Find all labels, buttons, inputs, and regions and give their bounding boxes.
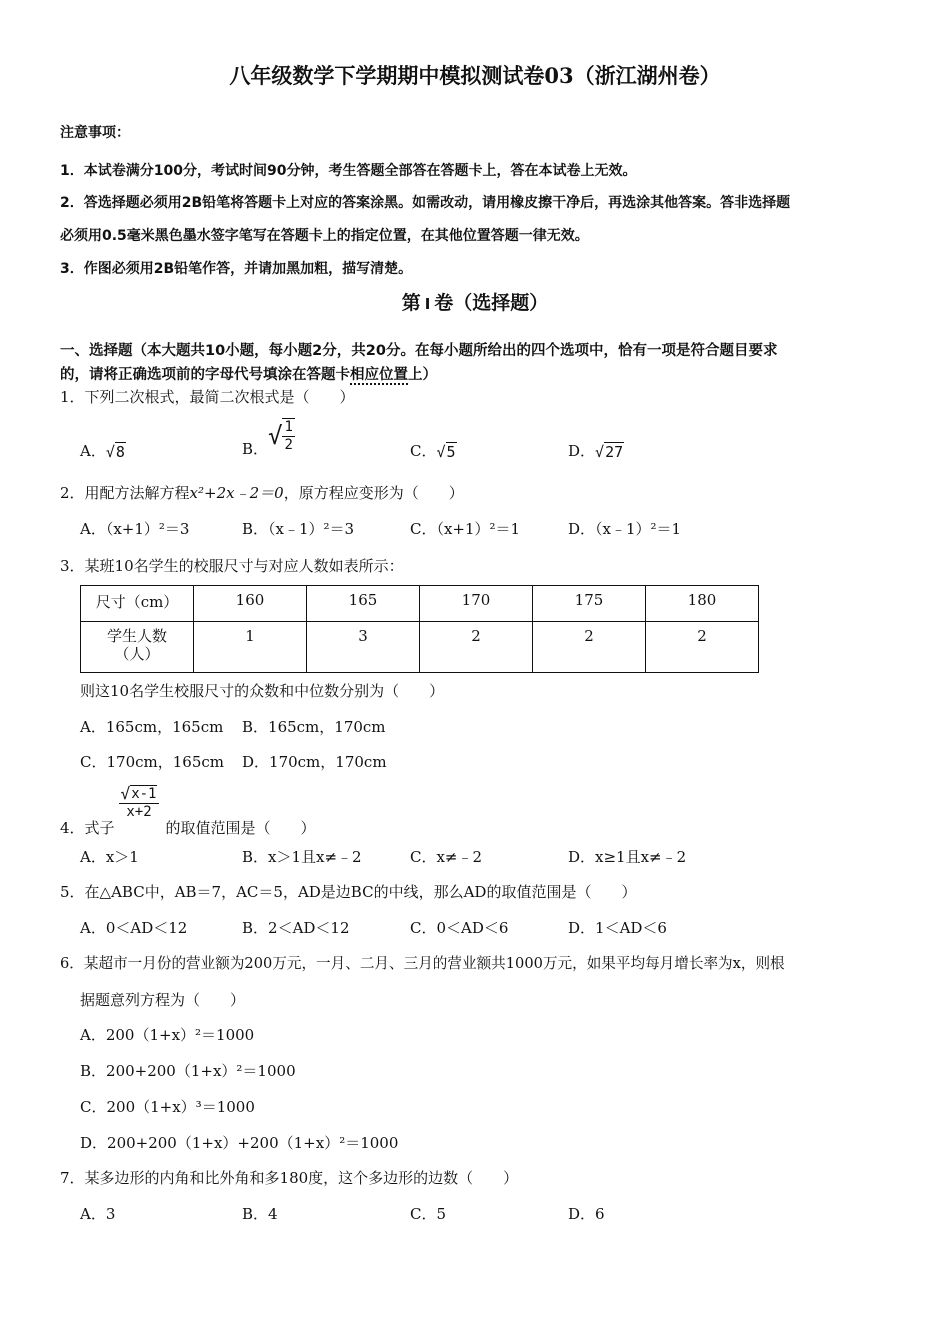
q3-option-c: C．170cm，165cm — [80, 753, 224, 771]
q1-b-fraction — [282, 418, 294, 454]
notice-item-2-cont: 必须用0.5毫米黑色墨水签字笔写在答题卡上的指定位置，在其他位置答题一律无效。 — [60, 228, 589, 244]
q4-num-radicand: x-1 — [131, 785, 157, 802]
q1-option-a — [80, 440, 126, 461]
q6-option-c: C．200（1+x）³＝1000 — [80, 1098, 255, 1116]
q4-stem-pre: 4．式子 — [60, 818, 115, 837]
q3-option-a: A．165cm，165cm — [80, 718, 224, 736]
q2-option-c: C．（x+1）²＝1 — [410, 520, 521, 538]
table-cell: 2 — [420, 622, 533, 673]
section-instruction-line2 — [60, 363, 437, 384]
q5-stem: 5．在△ABC中，AB＝7，AC＝5，AD是边BC的中线，那么AD的取值范围是（ ） — [60, 883, 637, 901]
radical-icon: √ — [120, 784, 131, 803]
q1-d-radicand: 27 — [605, 443, 624, 461]
q6-stem-line1: 6．某超市一月份的营业额为200万元，一月、二月、三月的营业额共1000万元，如果平均每月增长率为x，则根 — [60, 955, 785, 972]
instruction-line2-post: 上） — [408, 367, 437, 383]
table-cell: 180 — [646, 586, 759, 622]
q7-stem: 7．某多边形的内角和比外角和多180度，这个多边形的边数（ ） — [60, 1169, 519, 1187]
q4-option-c: C．x≠﹣2 — [410, 848, 483, 866]
q4-numerator — [119, 785, 160, 804]
table-cell: 1 — [194, 622, 307, 673]
q7-option-a: A．3 — [80, 1205, 116, 1223]
notice-heading: 注意事项： — [60, 125, 130, 141]
q1-c-label: C． — [410, 442, 437, 460]
count-header-line2: （人） — [114, 645, 160, 663]
table-cell: 2 — [646, 622, 759, 673]
table-cell: 160 — [194, 586, 307, 622]
q4-option-a: A．x＞1 — [80, 848, 139, 866]
q3-followup: 则这10名学生校服尺寸的众数和中位数分别为（ ） — [80, 682, 445, 700]
q6-option-a: A．200（1+x）²＝1000 — [80, 1026, 255, 1044]
q4-option-d: D．x≥1且x≠﹣2 — [568, 848, 687, 866]
notice-item-3: 3．作图必须用2B铅笔作答，并请加黑加粗，描写清楚。 — [60, 261, 413, 277]
section-title — [0, 288, 950, 315]
q3-stem: 3．某班10名学生的校服尺寸与对应人数如表所示： — [60, 557, 404, 575]
section-title-pre: 第 — [401, 292, 421, 314]
q2-stem — [60, 482, 464, 503]
q1-b-numerator: 1 — [284, 419, 293, 435]
q4-stem-post: 的取值范围是（ ） — [165, 818, 316, 837]
q7-option-d: D．6 — [568, 1205, 605, 1223]
q2-option-a: A．（x+1）²＝3 — [80, 520, 190, 538]
q6-option-d: D．200+200（1+x）+200（1+x）²＝1000 — [80, 1134, 399, 1152]
notice-item-2: 2．答选择题必须用2B铅笔将答题卡上对应的答案涂黑。如需改动，请用橡皮擦干净后，再选涂其他答案。答非选择题 — [60, 195, 791, 211]
q1-b-label: B． — [242, 439, 269, 458]
radical-icon: √27 — [595, 443, 624, 461]
q3-option-d: D．170cm，170cm — [242, 753, 387, 771]
q7-option-c: C．5 — [410, 1205, 447, 1223]
radical-icon: √5 — [436, 443, 456, 461]
q2-equation: x²+2x﹣2＝0 — [189, 484, 284, 502]
section-instruction-line1: 一、选择题（本大题共10小题，每小题2分，共20分。在每小题所给出的四个选项中，恰有一项是符合题目要求 — [60, 343, 778, 359]
table-cell: 175 — [533, 586, 646, 622]
q2-option-b: B．（x﹣1）²＝3 — [242, 520, 355, 538]
q2-stem-post: ，原方程应变形为（ ） — [283, 484, 464, 502]
notice-item-1: 1．本试卷满分100分，考试时间90分钟，考生答题全部答在答题卡上，答在本试卷上无效。 — [60, 163, 637, 179]
radical-icon: √ — [268, 422, 283, 450]
instruction-line2-emphasis: 相应位置 — [350, 367, 408, 383]
q1-c-radicand: 5 — [446, 443, 456, 461]
q1-stem: 1．下列二次根式，最简二次根式是（ ） — [60, 388, 355, 406]
q5-option-d: D．1＜AD＜6 — [568, 919, 667, 937]
table-row — [81, 586, 759, 622]
table-cell: 2 — [533, 622, 646, 673]
exam-title: 八年级数学下学期期中模拟测试卷03（浙江湖州卷） — [229, 63, 721, 88]
q6-stem-line2: 据题意列方程为（ ） — [80, 991, 246, 1009]
q1-b-denominator: 2 — [284, 437, 293, 453]
q7-option-b: B．4 — [242, 1205, 278, 1223]
q4-denominator: x+2 — [126, 803, 152, 820]
q1-option-b — [242, 418, 295, 458]
q4-option-b: B．x＞1且x≠﹣2 — [242, 848, 362, 866]
q4-stem — [60, 784, 316, 837]
q1-a-label: A． — [80, 442, 106, 460]
q2-stem-pre: 2．用配方法解方程 — [60, 484, 190, 502]
q6-option-b: B．200+200（1+x）²＝1000 — [80, 1062, 296, 1080]
section-title-roman: Ⅰ — [424, 295, 431, 313]
table-row — [81, 622, 759, 673]
q5-option-a: A．0＜AD＜12 — [80, 919, 188, 937]
radical-icon: √8 — [105, 443, 125, 461]
q1-a-radicand: 8 — [115, 443, 125, 461]
q1-d-label: D． — [568, 442, 596, 460]
table-cell: 165 — [307, 586, 420, 622]
q4-fraction — [119, 785, 160, 821]
table-header-size: 尺寸（cm） — [81, 586, 194, 622]
table-cell: 170 — [420, 586, 533, 622]
q2-option-d: D．（x﹣1）²＝1 — [568, 520, 682, 538]
count-header-line1: 学生人数 — [106, 627, 167, 645]
section-title-post: 卷（选择题） — [434, 292, 549, 314]
table-cell: 3 — [307, 622, 420, 673]
q5-option-c: C．0＜AD＜6 — [410, 919, 509, 937]
instruction-line2-pre: 的，请将正确选项前的字母代号填涂在答题卡 — [60, 367, 350, 383]
q3-size-table — [80, 585, 759, 673]
q1-option-d — [568, 440, 624, 461]
q1-option-c — [410, 440, 457, 461]
table-header-count — [81, 622, 194, 673]
q3-option-b: B．165cm，170cm — [242, 718, 386, 736]
q5-option-b: B．2＜AD＜12 — [242, 919, 350, 937]
